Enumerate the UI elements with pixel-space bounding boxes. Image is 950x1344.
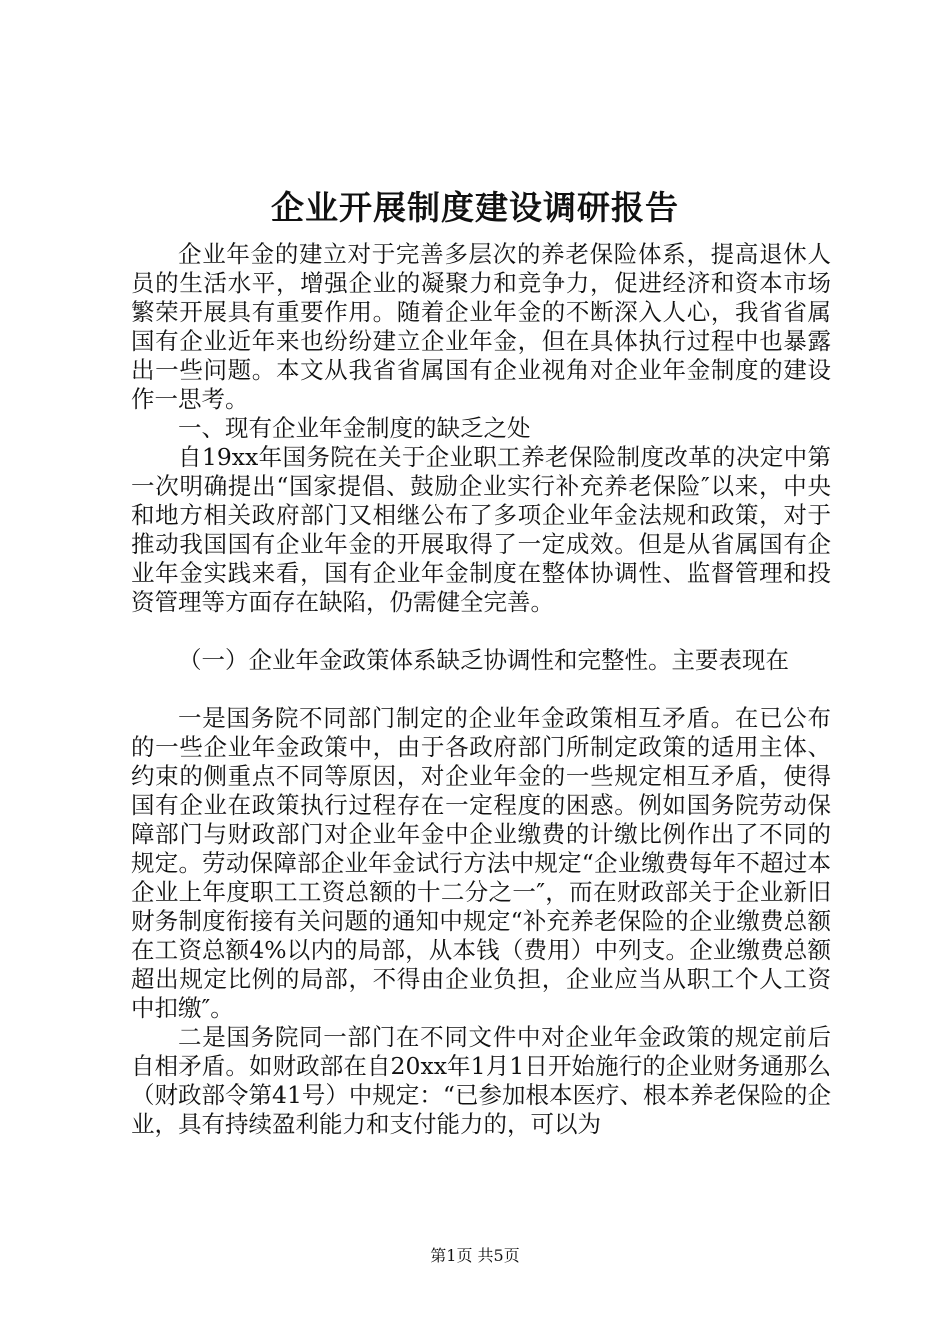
section-heading: 一、现有企业年金制度的缺乏之处 [178,414,531,442]
paragraph-point-one: 一是国务院不同部门制定的企业年金政策相互矛盾。在已公布的一些企业年金政策中，由于各政府部门所制定政策的适用主体、约束的侧重点不同等原因，对企业年金的一些规定相互矛盾，使得国有企业在政策执行过程存在一定程度的困惑。例如国务院劳动保障部门与财政部门对企业年金中企业缴费的计缴比例作出了不同的规定。劳动保障部企业年金试行方法中规定“企业缴费每年不超过本企业上年度职工工资总额的十二分之一″，而在财政部关于企业新旧财务制度衔接有关问题的通知中规定“补充养老保险的企业缴费总额在工资总额4%以内的局部，从本钱（费用）中列支。企业缴费总额超出规定比例的局部，不得由企业负担，企业应当从职工个人工资中扣缴″。 [131,704,831,1022]
page-title: 企业开展制度建设调研报告 [271,188,679,227]
paragraph-intro: 企业年金的建立对于完善多层次的养老保险体系，提高退休人员的生活水平，增强企业的凝聚力和竞争力，促进经济和资本市场繁荣开展具有重要作用。随着企业年金的不断深入人心，我省省属国有企业近年来也纷纷建立企业年金，但在具体执行过程中也暴露出一些问题。本文从我省省属国有企业视角对企业年金制度的建设作一思考。 [131,240,831,413]
document-body [131,240,831,1139]
page-indicator: 第1页 共5页 [430,1246,520,1265]
subsection-heading: （一）企业年金政策体系缺乏协调性和完整性。主要表现在 [178,646,789,674]
paragraph-point-two: 二是国务院同一部门在不同文件中对企业年金政策的规定前后自相矛盾。如财政部在自20xx年1月1日开始施行的企业财务通那么（财政部令第41号）中规定：“已参加根本医疗、根本养老保险的企业，具有持续盈利能力和支付能力的，可以为 [131,1023,831,1138]
paragraph-background: 自19xx年国务院在关于企业职工养老保险制度改革的决定中第一次明确提出“国家提倡、鼓励企业实行补充养老保险″以来，中央和地方相关政府部门又相继公布了多项企业年金法规和政策，对于推动我国国有企业年金的开展取得了一定成效。但是从省属国有企业年金实践来看，国有企业年金制度在整体协调性、监督管理和投资管理等方面存在缺陷，仍需健全完善。 [131,443,831,616]
